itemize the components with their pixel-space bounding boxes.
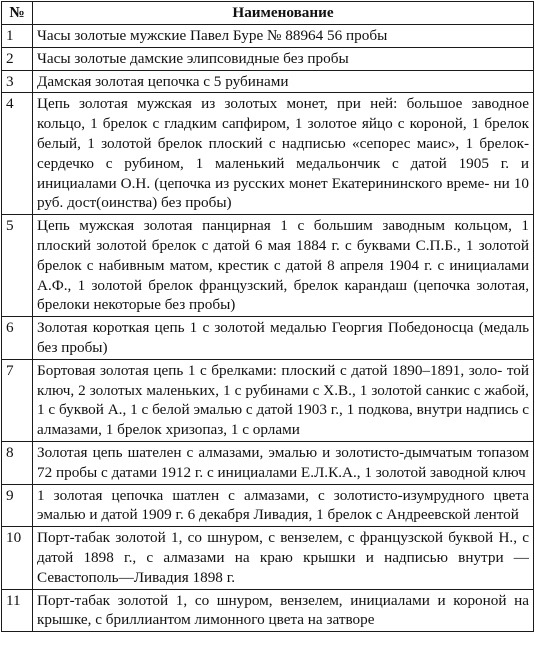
row-number: 10 (2, 527, 33, 589)
row-number: 7 (2, 359, 33, 441)
table-row (2, 441, 534, 484)
row-number: 3 (2, 70, 33, 93)
header-number: № (2, 2, 33, 25)
row-name-line: Порт-табак золотой 1, со шнуром, вензелем, инициалами и короной на (37, 591, 529, 609)
table-row (2, 47, 534, 70)
table-row (2, 589, 534, 632)
header-row (2, 2, 534, 25)
row-name-line: Золотая короткая цепь 1 с золотой медалью Георгия Победоносца (37, 319, 474, 337)
table-row (2, 215, 534, 317)
table-row (2, 25, 534, 48)
row-name-line: Бортовая золотая цепь 1 с брелками: плоский с датой 1890–1891, золо- (37, 361, 503, 379)
table-row (2, 359, 534, 441)
row-name-line: Часы золотые мужские Павел Буре № 88964 56 пробы (37, 27, 388, 44)
table-row (2, 527, 534, 589)
row-name (33, 441, 534, 484)
row-name-line: внутри надпись с алмазами, 1 брелок хризопаз, 1 с орлами (37, 401, 529, 439)
row-name-line: 1 брелок белый, 1 золотой брелок плоский с надписью «сепорес маис», (37, 115, 529, 152)
row-name-line: 1 плоский золотой брелок с датой 6 мая 1884 г. с буквами С.П.Б., (37, 217, 530, 254)
row-name-line: (медаль без пробы) (37, 319, 530, 356)
row-name-line: 1 золотой брелок с набивным матом, крестик с датой 8 апреля 1904 г. (37, 236, 529, 274)
row-number: 6 (2, 317, 33, 360)
row-name-line: ни 10 руб. дост(оинства) без пробы) (37, 174, 529, 212)
inventory-table (1, 1, 534, 632)
table-body (2, 25, 534, 632)
header-name: Наименование (33, 2, 534, 25)
row-name-line: Часы золотые дамские элипсовидные без пробы (37, 49, 349, 67)
row-number: 5 (2, 215, 33, 317)
row-name (33, 215, 534, 317)
row-name (33, 47, 534, 70)
table-row (2, 484, 534, 527)
row-name (33, 70, 534, 93)
row-name-line: Золотая цепь шателен с алмазами, эмалью и золотисто-дымчатым (37, 443, 473, 461)
row-number: 8 (2, 441, 33, 484)
row-number: 2 (2, 47, 33, 70)
row-number: 4 (2, 93, 33, 215)
row-name (33, 484, 534, 527)
row-name (33, 317, 534, 360)
row-number: 11 (2, 589, 33, 632)
table-row (2, 317, 534, 360)
table-row (2, 70, 534, 93)
row-name-line: кольцо, 1 брелок с гладким сапфиром, 1 золотое яйцо с короной, (37, 115, 467, 133)
row-name (33, 93, 534, 215)
row-name-line: Дамская золотая цепочка с 5 рубинами (37, 72, 289, 90)
row-name-line: с жабой, 1 с буквой А., 1 с белой эмалью с датой 1903 г., 1 подкова, (37, 381, 529, 419)
row-name-line: (цепочка золотая, брелоки некоторые без пробы) (37, 276, 530, 314)
row-name-line: Цепь мужская золотая панцирная 1 с большим заводным кольцом, (37, 217, 512, 235)
row-name (33, 589, 534, 632)
row-name-line: Порт-табак золотой 1, со шнуром, с вензелем, с французской буквой (37, 529, 494, 547)
row-name-line: Цепь золотая мужская из золотых монет, при ней: большое заводное (37, 95, 529, 113)
row-name (33, 527, 534, 589)
row-name (33, 25, 534, 48)
row-name-line: той ключ, 2 золотых маленьких, 1 с рубинами с Х.В., 1 золотой санкис (37, 361, 529, 399)
row-name-line: крышке, с бриллиантом лимонного цвета на затворе (37, 611, 375, 629)
table-row (2, 93, 534, 215)
row-name-line: с инициалами А.Ф., 1 золотой брелок французский, брелок карандаш (37, 256, 529, 294)
row-name-line: эмалью и датой 1909 г. 6 декабря Ливадия, 1 брелок с Андреевской (37, 506, 471, 524)
row-name-line: заводной ключ (430, 463, 526, 481)
row-name-line: и инициалами О.Н. (цепочка из русских монет Екатерининского време- (37, 154, 530, 192)
row-name-line: 1 золотая цепочка шатлен с алмазами, с золотисто-изумрудного цвета (37, 486, 529, 504)
row-name-line: 1 брелок-сердечко с рубином, 1 маленький медальончик с датой 1905 г. (37, 134, 529, 172)
row-name (33, 359, 534, 441)
row-number: 1 (2, 25, 33, 48)
row-number: 9 (2, 484, 33, 527)
row-name-line: Н., с датой 1898 г., с алмазами на краю крышки и надписью внутри — (37, 529, 529, 566)
row-name-line: Севастополь—Ливадия 1898 г. (37, 568, 236, 586)
row-name-line: топазом 72 пробы с датами 1912 г. с инициалами Е.Л.К.А., 1 золотой (37, 443, 529, 481)
row-name-line: лентой (474, 506, 519, 524)
table-header (2, 2, 534, 25)
